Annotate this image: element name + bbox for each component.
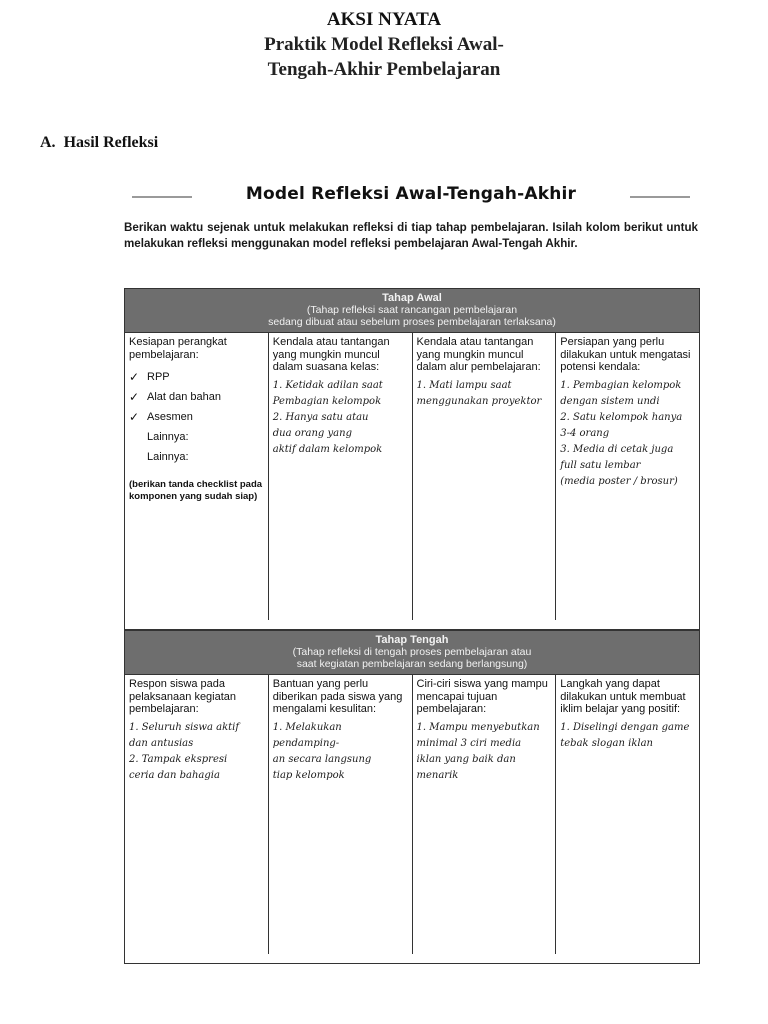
check-item xyxy=(129,407,264,427)
tengah-col-bantuan xyxy=(269,675,413,954)
hand-line: an secara langsung xyxy=(272,753,372,765)
tahap-awal-desc-2: sedang dibuat atau sebelum proses pembelajaran terlaksana) xyxy=(268,316,556,328)
form-intro: Berikan waktu sejenak untuk melakukan refleksi di tiap tahap pembelajaran. Isilah kolom berikut untuk melakukan refleksi menggunakan model refleksi pembelajaran Awal-Tengah Akhir. xyxy=(124,221,698,250)
section-title: Hasil Refleksi xyxy=(63,134,159,151)
hand-line: full satu lembar xyxy=(560,459,641,471)
checklist xyxy=(129,367,264,467)
hand-line: 3-4 orang xyxy=(560,427,610,439)
document-subtitle-line1: Praktik Model Refleksi Awal- xyxy=(264,34,504,55)
awal-col-kesiapan xyxy=(125,333,269,620)
check-label: Lainnya: xyxy=(147,430,189,443)
hand-line: 1. Pembagian kelompok xyxy=(560,379,682,391)
hand-line: ceria dan bahagia xyxy=(129,769,220,781)
checklist-note: (berikan tanda checklist pada komponen yang sudah siap) xyxy=(129,479,263,502)
form-title: Model Refleksi Awal-Tengah-Akhir xyxy=(132,184,690,204)
hand-line: 3. Media di cetak juga xyxy=(560,443,674,455)
checkmark-icon: ✓ xyxy=(129,409,140,424)
handwritten-answer xyxy=(417,378,552,410)
tahap-tengah-desc-1: (Tahap refleksi di tengah proses pembelajaran atau xyxy=(292,646,532,658)
handwritten-answer xyxy=(417,720,552,784)
form-title-row xyxy=(132,184,690,208)
awal-col1-heading: Kesiapan perangkat pembelajaran: xyxy=(129,336,227,361)
hand-line: tiap kelompok xyxy=(272,769,345,781)
tahap-awal-columns xyxy=(125,333,699,620)
tahap-awal-title: Tahap Awal xyxy=(382,292,442,304)
tengah-col2-heading: Bantuan yang perlu diberikan pada siswa yang mengalami kesulitan: xyxy=(272,678,403,715)
tahap-awal-block xyxy=(124,288,700,630)
hand-line: 2. Satu kelompok hanya xyxy=(560,411,683,423)
tahap-tengah-block xyxy=(124,630,700,964)
scanned-form xyxy=(122,178,700,968)
document-subtitle-line2: Tengah-Akhir Pembelajaran xyxy=(267,59,501,80)
check-label: Asesmen xyxy=(147,410,193,423)
hand-line: dan antusias xyxy=(129,737,194,749)
tahap-tengah-title: Tahap Tengah xyxy=(375,634,449,646)
check-label: Lainnya: xyxy=(147,450,189,463)
handwritten-answer xyxy=(273,378,408,458)
tengah-col1-heading: Respon siswa pada pelaksanaan kegiatan pembelajaran: xyxy=(129,678,237,715)
tengah-col4-heading: Langkah yang dapat dilakukan untuk membuat iklim belajar yang positif: xyxy=(560,678,686,715)
handwritten-answer xyxy=(129,720,264,784)
tengah-col-respon xyxy=(125,675,269,954)
hand-line: dengan sistem undi xyxy=(560,395,660,407)
hand-line: iklan yang baik dan xyxy=(416,753,516,765)
tahap-tengah-columns xyxy=(125,675,699,954)
hand-line: menggunakan proyektor xyxy=(416,395,542,407)
awal-col-persiapan xyxy=(556,333,699,620)
awal-col-kendala-kelas xyxy=(269,333,413,620)
awal-col2-heading: Kendala atau tantangan yang mungkin muncul dalam suasana kelas: xyxy=(272,336,390,373)
awal-col-kendala-alur xyxy=(413,333,557,620)
tahap-tengah-band xyxy=(125,631,699,675)
hand-line: (media poster / brosur) xyxy=(560,475,678,487)
hand-line: 1. Diselingi dengan game xyxy=(560,721,690,733)
hand-line: Pembagian kelompok xyxy=(272,395,382,407)
awal-col3-heading: Kendala atau tantangan yang mungkin muncul dalam alur pembelajaran: xyxy=(416,336,541,373)
hand-line: 1. Mati lampu saat xyxy=(416,379,512,391)
hand-line: 1. Mampu menyebutkan xyxy=(416,721,540,733)
tengah-col-ciri-ciri xyxy=(413,675,557,954)
check-item xyxy=(129,447,264,467)
check-item xyxy=(129,427,264,447)
tengah-col3-heading: Ciri-ciri siswa yang mampu mencapai tujuan pembelajaran: xyxy=(416,678,548,715)
document-header xyxy=(0,8,768,82)
tahap-tengah-desc-2: saat kegiatan pembelajaran sedang berlangsung) xyxy=(296,658,528,670)
hand-line: aktif dalam kelompok xyxy=(272,443,383,455)
check-item xyxy=(129,387,264,407)
hand-line: 2. Tampak ekspresi xyxy=(129,753,228,765)
handwritten-answer xyxy=(560,720,695,752)
tahap-awal-band xyxy=(125,289,699,333)
handwritten-answer xyxy=(560,378,695,490)
check-item xyxy=(129,367,264,387)
check-label: RPP xyxy=(147,370,170,383)
checkmark-icon: ✓ xyxy=(129,389,140,404)
hand-line: 1. Melakukan pendamping- xyxy=(272,721,342,749)
section-heading xyxy=(40,134,158,152)
hand-line: 1. Ketidak adilan saat xyxy=(272,379,383,391)
hand-line: tebak slogan iklan xyxy=(560,737,653,749)
tahap-awal-desc-1: (Tahap refleksi saat rancangan pembelajaran xyxy=(306,304,518,316)
handwritten-answer xyxy=(273,720,408,784)
checkmark-icon: ✓ xyxy=(129,369,140,384)
hand-line: 2. Hanya satu atau xyxy=(272,411,369,423)
hand-line: 1. Seluruh siswa aktif xyxy=(129,721,240,733)
document-title: AKSI NYATA xyxy=(326,9,442,30)
section-label: A. xyxy=(40,134,56,151)
awal-col4-heading: Persiapan yang perlu dilakukan untuk mengatasi potensi kendala: xyxy=(560,336,691,373)
tengah-col-langkah xyxy=(556,675,699,954)
hand-line: menarik xyxy=(416,769,459,781)
check-label: Alat dan bahan xyxy=(147,390,222,403)
hand-line: minimal 3 ciri media xyxy=(416,737,522,749)
hand-line: dua orang yang xyxy=(272,427,352,439)
